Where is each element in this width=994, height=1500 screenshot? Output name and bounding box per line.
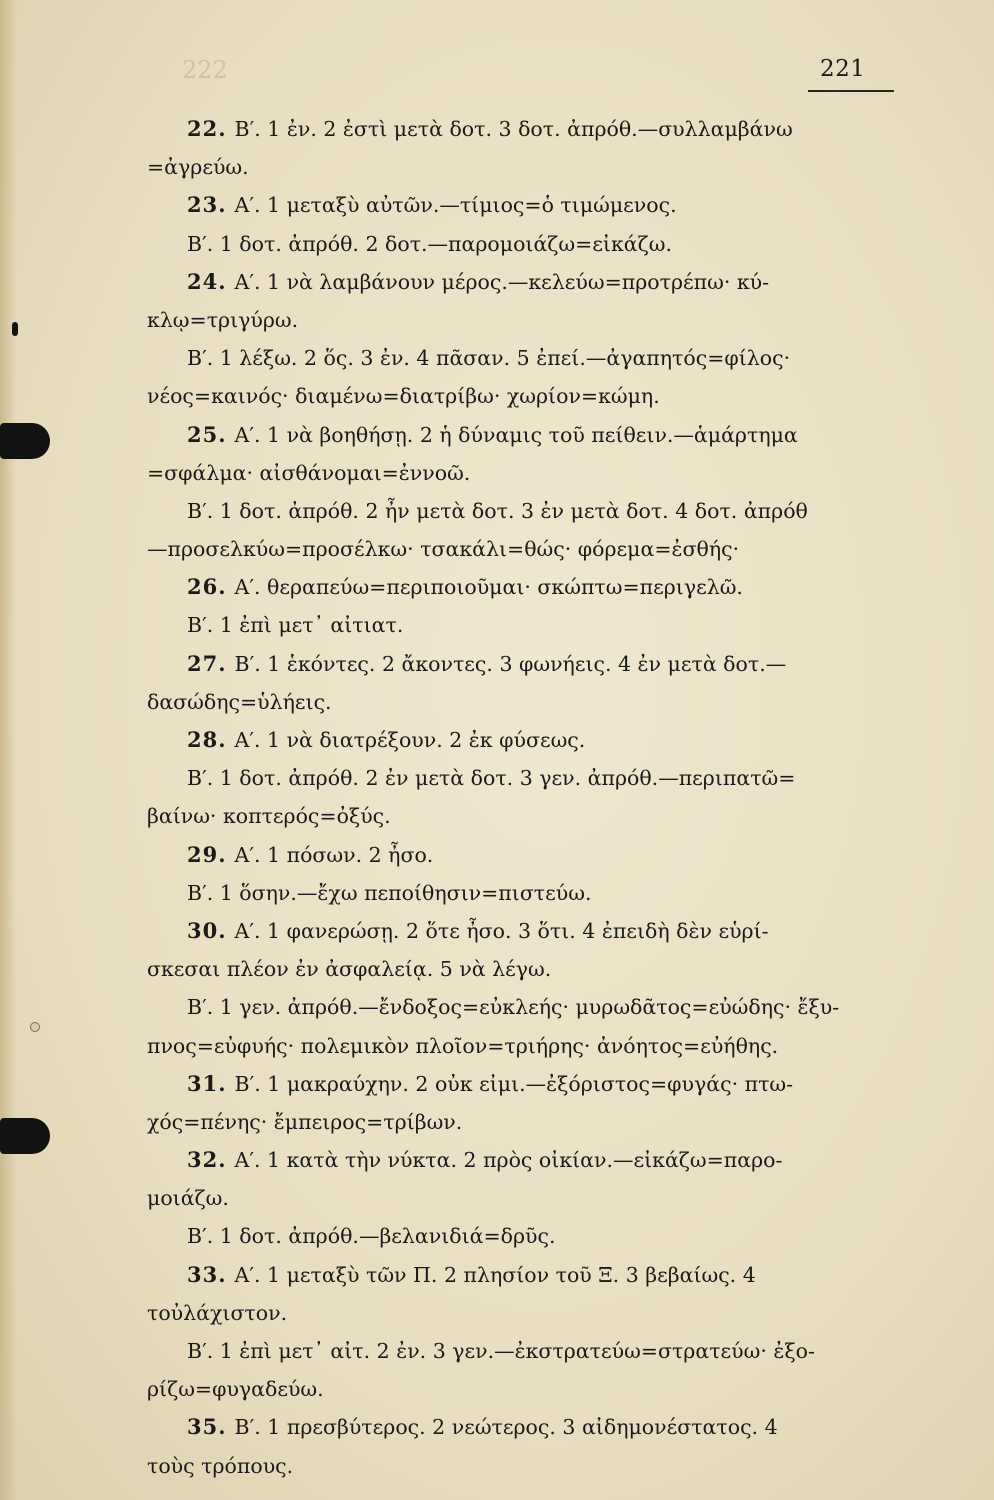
exercise-number: 28. [187,727,227,752]
exercise-number: 25. [187,421,227,447]
exercise-number: 26. [187,574,227,600]
line-text: Α′. 1 πόσων. 2 ἦσο. [234,842,434,867]
text-line [147,836,907,874]
text-line [147,1103,907,1141]
text-line [147,377,907,415]
text-line [147,568,907,606]
exercise-number: 22. [187,116,227,141]
line-text: χός=πένης· ἔμπειρος=τρίβων. [147,1109,463,1134]
text-line [147,1217,907,1255]
exercise-number: 30. [187,917,227,943]
text-line [147,950,907,988]
text-line [147,645,907,683]
line-text: ρίζω=φυγαδεύω. [147,1377,324,1402]
exercise-number: 24. [187,268,227,294]
text-line [147,1408,907,1446]
line-text: Β′. 1 δοτ. ἀπρόθ. 2 ἐν μετὰ δοτ. 3 γεν. ἀπρόθ.—περιπατῶ= [187,766,796,791]
binding-dot [30,1022,40,1032]
text-line [147,339,907,377]
page-number: 221 [820,56,866,82]
line-text: κλῳ=τριγύρω. [147,307,299,332]
line-text: Β′. 1 δοτ. ἀπρόθ.—βελανιδιά=δρῦς. [187,1224,556,1249]
text-line [147,148,907,186]
line-text: νέος=καινός· διαμένω=διατρίβω· χωρίον=κώμη. [147,384,660,409]
text-line [147,683,907,721]
text-line [147,912,907,950]
text-line [147,492,907,530]
text-line [147,454,907,492]
binding-hole-mark [0,423,50,459]
line-text: τοὐλάχιστον. [147,1300,288,1325]
bleed-through-page-number: 222 [182,56,228,84]
line-text: βαίνω· κοπτερός=ὀξύς. [147,804,391,829]
text-line [147,225,907,263]
line-text: Α′. 1 νὰ διατρέξουν. 2 ἐκ φύσεως. [234,728,586,752]
text-line [147,759,907,797]
text-line [147,1447,907,1485]
line-text: Β′. 1 ἐπὶ μετ᾽ αἰτ. 2 ἐν. 3 γεν.—ἐκστρατεύω=στρατεύω· ἐξο- [187,1339,815,1363]
line-text: μοιάζω. [147,1186,229,1211]
line-text: Α′. 1 φανερώσῃ. 2 ὅτε ἦσο. 3 ὅτι. 4 ἐπειδὴ δὲν εὑρί- [234,918,769,943]
text-line [147,1027,907,1065]
line-text: Β′. 1 πρεσβύτερος. 2 νεώτερος. 3 αἰδημονέστατος. 4 [234,1415,778,1440]
line-text: πνος=εὐφυής· πολεμικὸν πλοῖον=τριήρης· ἀνόητος=εὐήθης. [147,1033,779,1058]
text-line [147,1332,907,1370]
text-line [147,301,907,339]
exercise-number: 29. [187,841,227,867]
line-text: Β′. 1 λέξω. 2 ὅς. 3 ἐν. 4 πᾶσαν. 5 ἐπεί.—ἀγαπητός=φίλος· [187,346,791,371]
line-text: τοὺς τρόπους. [147,1453,294,1478]
exercise-number: 27. [187,650,227,676]
text-line [147,110,907,148]
line-text: —προσελκύω=προσέλκω· τσακάλι=θώς· φόρεμα=ἐσθής· [147,537,740,562]
line-text: Α′. 1 νὰ βοηθήσῃ. 2 ἡ δύναμις τοῦ πείθειν.—ἁμάρτημα [234,422,798,447]
exercise-number: 35. [187,1414,227,1440]
exercise-number: 23. [187,192,227,218]
line-text: Β′. 1 δοτ. ἀπρόθ. 2 δοτ.—παρομοιάζω=εἰκάζω. [187,231,672,256]
line-text: Β′. 1 δοτ. ἀπρόθ. 2 ἦν μετὰ δοτ. 3 ἐν μετὰ δοτ. 4 δοτ. ἀπρόθ [187,498,808,523]
line-text: =ἀγρεύω. [147,155,249,180]
line-text: Α′. 1 νὰ λαμβάνουν μέρος.—κελεύω=προτρέπω· κύ- [234,269,770,294]
line-text: Β′. 1 μακραύχην. 2 οὐκ εἰμι.—ἐξόριστος=φυγάς· πτω- [234,1071,794,1096]
text-line [147,530,907,568]
line-text: δασώδης=ὑλήεις. [147,689,332,714]
exercise-number: 31. [187,1070,227,1096]
page-number-rule [808,90,894,92]
line-text: Α′. 1 μεταξὺ αὐτῶν.—τίμιος=ὁ τιμώμενος. [234,193,677,218]
line-text: Β′. 1 ἑκόντες. 2 ἄκοντες. 3 φωνήεις. 4 ἐν μετὰ δοτ.— [234,651,787,676]
text-line [147,797,907,835]
text-line [147,1256,907,1294]
text-line [147,1179,907,1217]
line-text: Β′. 1 ἐν. 2 ἐστὶ μετὰ δοτ. 3 δοτ. ἀπρόθ.—συλλαμβάνω [234,117,793,141]
text-line [147,263,907,301]
line-text: Β′. 1 γεν. ἀπρόθ.—ἔνδοξος=εὐκλεής· μυρωδᾶτος=εὐώδης· ἔξυ- [187,995,840,1020]
text-line [147,721,907,759]
binding-hole-mark [0,1118,50,1154]
text-line [147,416,907,454]
text-line [147,1141,907,1179]
line-text: Β′. 1 ἐπὶ μετ᾽ αἰτιατ. [187,613,404,638]
text-line [147,874,907,912]
page-edge-shadow [0,0,16,1500]
text-line [147,186,907,224]
line-text: Β′. 1 ὅσην.—ἔχω πεποίθησιν=πιστεύω. [187,880,592,905]
answer-key-text [147,110,907,1485]
exercise-number: 33. [187,1261,227,1287]
line-text: Α′. 1 μεταξὺ τῶν Π. 2 πλησίον τοῦ Ξ. 3 βεβαίως. 4 [234,1262,756,1287]
text-line [147,1294,907,1332]
exercise-number: 32. [187,1147,227,1173]
binding-thread-mark [12,322,18,336]
line-text: =σφάλμα· αἰσθάνομαι=ἐννοῶ. [147,460,471,485]
text-line [147,1370,907,1408]
text-line [147,606,907,644]
text-line [147,1065,907,1103]
line-text: Α′. θεραπεύω=περιποιοῦμαι· σκώπτω=περιγελῶ. [234,575,743,600]
line-text: Α′. 1 κατὰ τὴν νύκτα. 2 πρὸς οἰκίαν.—εἰκάζω=παρο- [234,1148,783,1173]
line-text: σκεσαι πλέον ἐν ἀσφαλείᾳ. 5 νὰ λέγω. [147,957,552,982]
text-line [147,988,907,1026]
